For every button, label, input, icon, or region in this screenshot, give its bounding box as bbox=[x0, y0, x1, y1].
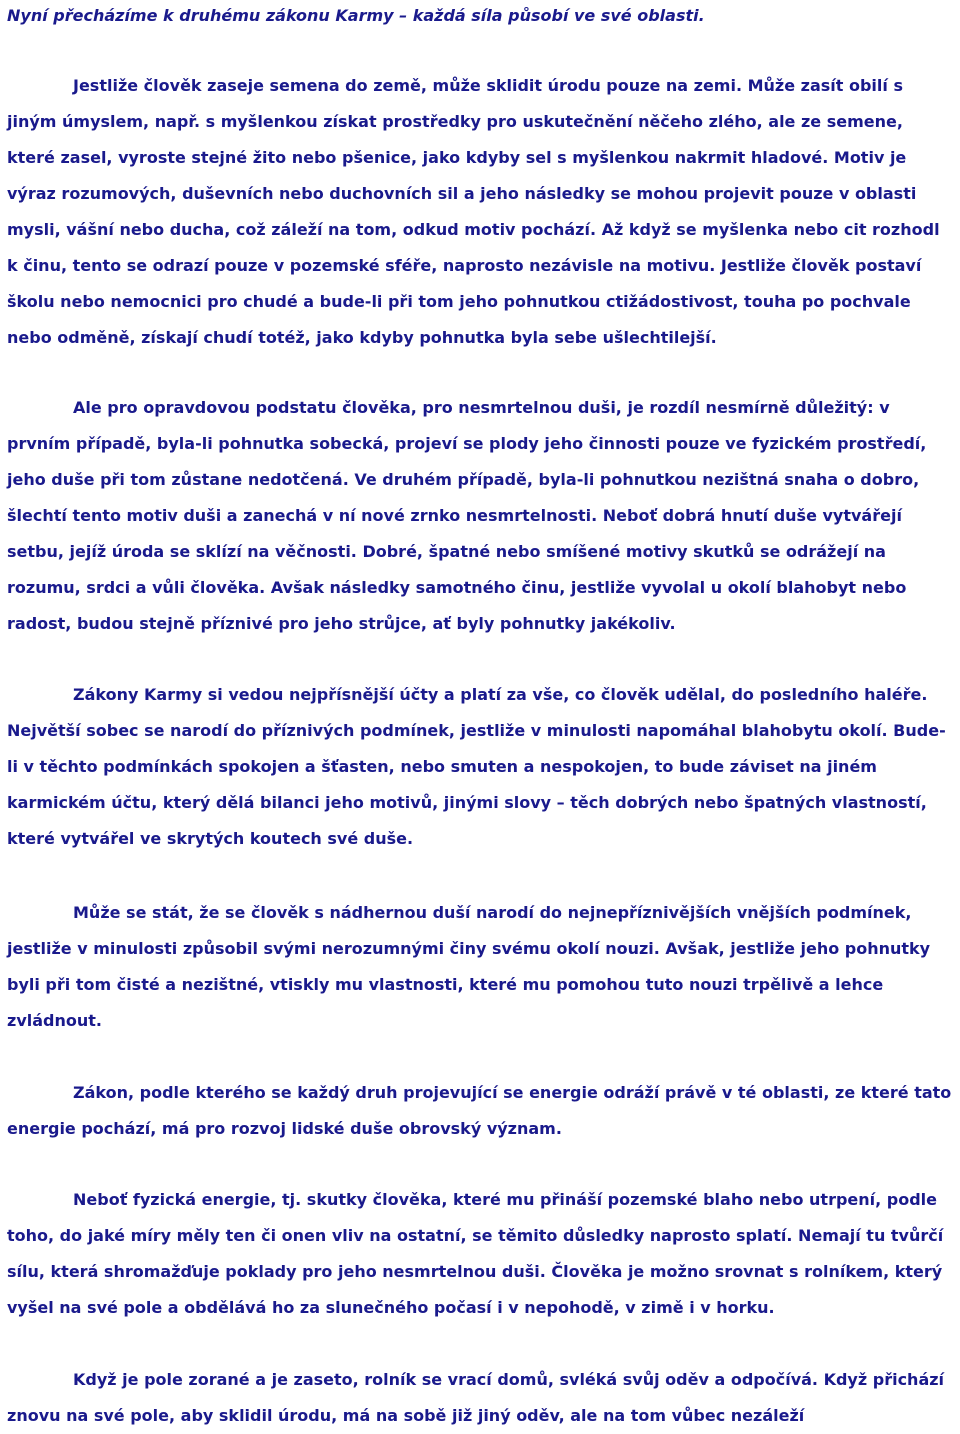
paragraph-text: Jestliže člověk zaseje semena do země, může sklidit úrodu pouze na zemi. Může zasít obilí s jiným úmyslem, např. bbox=[7, 76, 903, 131]
intro-emphasis: každá síla působí ve své oblasti. bbox=[412, 6, 705, 25]
paragraph-text: Zákon, podle kterého se každý druh projevující se energie odráží právě v té oblasti, ze které tato energie pochází, má pro rozvoj lidské duše obrovský význam. bbox=[7, 1083, 952, 1138]
paragraph-karma-accounts bbox=[7, 677, 955, 857]
paragraph-law-energy bbox=[7, 1075, 955, 1147]
paragraph-motives bbox=[7, 68, 955, 356]
paragraph-physical-energy bbox=[7, 1182, 955, 1326]
paragraph-text: Neboť fyzická energie, tj. skutky člověka, které mu přináší pozemské blaho nebo utrpení, podle toho, do jaké míry měly ten či onen vliv na ostatní, se těmito důsledky naprosto splatí. Nemají tu tvůrčí sílu, která shromažďuje poklady pro jeho nesmrtelnou duši. Člověka je možno srovnat s rolníkem, který vyšel na své pole a obdělává ho za slunečného počasí i v nepohodě, v zimě i v horku. bbox=[7, 1190, 944, 1317]
intro-prefix: Nyní přecházíme k druhému zákonu Karmy – bbox=[7, 6, 413, 25]
paragraph-farmer bbox=[7, 1362, 955, 1434]
paragraph-true-nature bbox=[7, 390, 955, 642]
paragraph-text: Ale pro opravdovou podstatu člověka, pro nesmrtelnou duši, je rozdíl nesmírně důležitý: v prvním případě, byla-li pohnutka sobecká, projeví se plody jeho činnosti pouze ve fyzickém prostředí, jeho duše při tom zůstane nedotčená. Ve druhém případě, byla-li pohnutkou nezištná snaha o dobro, šlechtí tento motiv duši a zanechá v ní nové zrnko nesmrtelnosti. Neboť dobrá hnutí duše vytvářejí setbu, jejíž úroda se sklízí na věčnosti. Dobré, špatné nebo smíšené motivy skutků se odrážejí na rozumu, srdci a vůli člověka. Avšak následky samotného činu, jestliže vyvolal u okolí blahobyt nebo radost, budou stejně příznivé pro jeho strůjce, ať byly pohnutky jakékoliv. bbox=[7, 398, 927, 633]
paragraph-text-continued: s myšlenkou získat prostředky pro uskutečnění něčeho zlého, ale ze semene, které zasel, vyroste stejné žito nebo pšenice, jako kdyby sel s myšlenkou nakrmit hladové. Motiv je výraz rozumových, duševních nebo duchovních sil a jeho následky se mohou projevit pouze v oblasti mysli, vášní nebo ducha, což záleží na tom, odkud motiv pochází. Až když se myšlenka nebo cit rozhodl k činu, tento se odrazí pouze v pozemské sféře, naprosto nezávisle na motivu. Jestliže člověk postaví školu nebo nemocnici pro chudé a bude-li při tom jeho pohnutkou ctižádostivost, touha po pochvale nebo odměně, získají chudí totéž, jako kdyby pohnutka byla sebe ušlechtilejší. bbox=[7, 112, 940, 347]
paragraph-text: Může se stát, že se člověk s nádhernou duší narodí do nejnepříznivějších vnějších podmínek, jestliže v minulosti způsobil svými nerozumnými činy svému okolí nouzi. Avšak, jestliže jeho pohnutky byli při tom čisté a nezištné, vtiskly mu vlastnosti, které mu pomohou tuto nouzi trpělivě a lehce zvládnout. bbox=[7, 903, 931, 1030]
intro-paragraph bbox=[7, 0, 955, 34]
paragraph-text: Když je pole zorané a je zaseto, rolník se vrací domů, svléká svůj oděv a odpočívá. Když přichází znovu na své pole, aby sklidil úrodu, má na sobě již jiný oděv, ale na tom vůbec nezáleží bbox=[7, 1370, 945, 1425]
paragraph-beautiful-soul bbox=[7, 895, 955, 1039]
paragraph-text: Zákony Karmy si vedou nejpřísnější účty a platí za vše, co člověk udělal, do posledního haléře. Největší sobec se narodí do příznivých podmínek, jestliže v minulosti napomáhal blahobytu okolí. Bude-li v těchto podmínkách spokojen a šťasten, nebo smuten a nespokojen, to bude záviset na jiném karmickém účtu, který dělá bilanci jeho motivů, jinými slovy – těch dobrých nebo špatných vlastností, které vytvářel ve skrytých koutech své duše. bbox=[7, 685, 946, 848]
